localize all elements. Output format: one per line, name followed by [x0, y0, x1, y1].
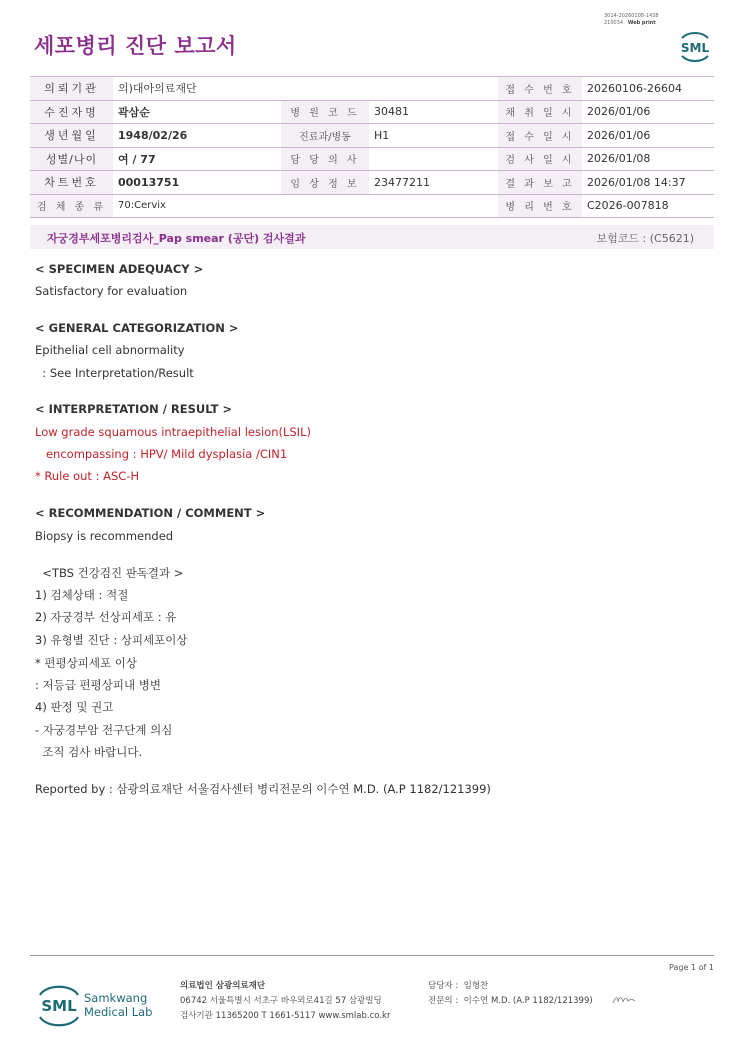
manager: 담당자 : 임형찬	[428, 981, 489, 991]
general-categorization-note: : See Interpretation/Result	[35, 366, 194, 380]
label-result-report: 결 과 보 고	[498, 171, 582, 195]
label-department: 진료과/병동	[281, 124, 369, 148]
recommendation-text: Biopsy is recommended	[35, 529, 174, 543]
specimen-type: 70:Cervix	[113, 194, 498, 218]
report-title: 세포병리 진단 보고서	[34, 34, 237, 58]
patient-info-table	[30, 76, 714, 218]
label-test-date: 검 사 일 시	[498, 147, 582, 171]
interpretation-encompassing: encompassing : HPV/ Mild dysplasia /CIN1	[35, 447, 288, 461]
footer-logo-mark: SML	[41, 997, 77, 1015]
logo-name-2: Medical Lab	[84, 1005, 153, 1019]
chart-number: 00013751	[113, 171, 281, 195]
org-name: 의료법인 삼광의료재단	[180, 981, 266, 991]
info-row	[30, 124, 714, 148]
interpretation-result: Low grade squamous intraepithelial lesion(LSIL)	[35, 425, 311, 439]
general-categorization-heading: < GENERAL CATEGORIZATION >	[35, 321, 239, 335]
print-stamp	[604, 13, 659, 27]
sml-logo-icon	[676, 28, 714, 64]
logo-name-1: Samkwang	[84, 991, 148, 1005]
info-row	[30, 171, 714, 195]
tbs-line: <TBS 건강검진 판독결과 >	[35, 566, 184, 580]
footer-divider	[30, 955, 714, 956]
hospital-code: 30481	[369, 100, 498, 124]
tbs-line: 조직 검사 바랍니다.	[35, 745, 143, 759]
department: H1	[369, 124, 498, 148]
label-receipt-date: 접 수 일 시	[498, 124, 582, 148]
label-sex-age: 성별/나이	[30, 147, 113, 171]
label-patient-name: 수진자명	[30, 100, 113, 124]
tbs-line: 2) 자궁경부 선상피세포 : 유	[35, 610, 177, 624]
stamp-id: 210034	[604, 20, 624, 26]
patient-name: 곽삼순	[113, 100, 281, 124]
interpretation-heading: < INTERPRETATION / RESULT >	[35, 402, 233, 416]
label-receipt-number: 접 수 번 호	[498, 77, 582, 101]
label-pathology-number: 병 리 번 호	[498, 194, 582, 218]
receipt-date: 2026/01/06	[582, 124, 714, 148]
tbs-line: 3) 유형별 진단 : 상피세포이상	[35, 633, 188, 647]
label-physician: 담 당 의 사	[281, 147, 369, 171]
tbs-line: * 편평상피세포 이상	[35, 656, 137, 670]
label-requesting-institution: 의뢰기관	[30, 77, 113, 101]
footer-org-block	[180, 979, 390, 1024]
recommendation-heading: < RECOMMENDATION / COMMENT >	[35, 506, 266, 520]
test-date: 2026/01/08	[582, 147, 714, 171]
collection-date: 2026/01/06	[582, 100, 714, 124]
pathology-number: C2026-007818	[582, 194, 714, 218]
reported-by: Reported by : 삼광의료재단 서울검사센터 병리전문의 이수연 M.D. (A.P 1182/121399)	[35, 782, 491, 796]
label-chart-number: 차트번호	[30, 171, 113, 195]
label-specimen-type: 검 체 종 류	[30, 194, 113, 218]
info-row	[30, 194, 714, 218]
test-name: 자궁경부세포병리검사_Pap smear (공단) 검사결과	[47, 232, 306, 245]
clinical-info: 23477211	[369, 171, 498, 195]
physician	[369, 147, 498, 171]
label-clinical-info: 임 상 정 보	[281, 171, 369, 195]
info-row	[30, 77, 714, 101]
label-collection-date: 채 취 일 시	[498, 100, 582, 124]
tbs-line: - 자궁경부암 전구단계 의심	[35, 723, 173, 737]
sex-age: 여 / 77	[113, 147, 281, 171]
interpretation-rule-out: * Rule out : ASC-H	[35, 469, 140, 483]
info-row	[30, 100, 714, 124]
page-number: Page 1 of 1	[669, 963, 714, 972]
tbs-line: 4) 판정 및 권고	[35, 700, 114, 714]
sml-logo-text: SML	[680, 41, 710, 55]
org-address: 06742 서울특별시 서초구 바우뫼로41길 57 삼광빌딩	[180, 996, 382, 1006]
result-report-date: 2026/01/08 14:37	[582, 171, 714, 195]
signature-icon	[612, 994, 636, 1006]
samkwang-logo-icon	[36, 983, 196, 1027]
birth-date: 1948/02/26	[113, 124, 281, 148]
specimen-adequacy-text: Satisfactory for evaluation	[35, 284, 188, 298]
stamp-line-2	[604, 20, 659, 27]
stamp-line-1: 3014-20260108-1438	[604, 13, 659, 19]
stamp-web-print: Web print	[627, 20, 656, 26]
footer-staff-block	[428, 979, 593, 1009]
general-categorization-text: Epithelial cell abnormality	[35, 343, 185, 357]
specimen-adequacy-heading: < SPECIMEN ADEQUACY >	[35, 262, 204, 276]
tbs-line: : 저등급 편평상피내 병변	[35, 678, 161, 692]
requesting-institution: 의)대아의료재단	[113, 77, 498, 101]
test-banner	[30, 225, 714, 249]
org-contact: 검사기관 11365200 T 1661-5117 www.smlab.co.kr	[180, 1011, 391, 1021]
label-birth-date: 생년월일	[30, 124, 113, 148]
insurance-code: 보험코드 : (C5621)	[596, 232, 694, 245]
tbs-line: 1) 검체상태 : 적절	[35, 588, 129, 602]
label-hospital-code: 병 원 코 드	[281, 100, 369, 124]
info-row	[30, 147, 714, 171]
specialist: 전문의 : 이수연 M.D. (A.P 1182/121399)	[428, 996, 593, 1006]
receipt-number: 20260106-26604	[582, 77, 714, 101]
